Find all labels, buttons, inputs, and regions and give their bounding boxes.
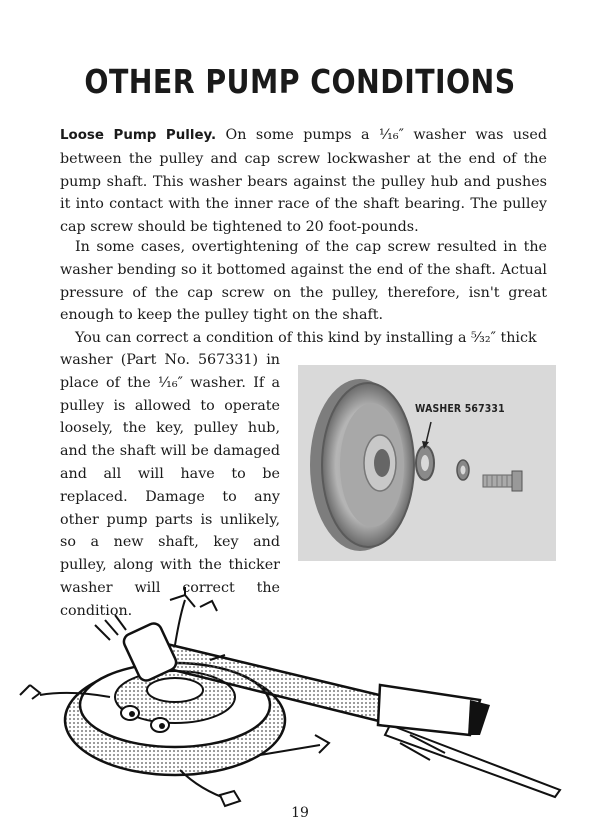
- page-number: 19: [291, 805, 309, 821]
- leader-line: [426, 422, 431, 443]
- paragraph-overtightening: In some cases, overtightening of the cap screw resulted in the washer bending so it bottomed against the end of the shaft. Actual pressure of the cap screw on the pulley, therefore, isn't great enough to keep the pulley tight on the shaft.: [60, 239, 547, 324]
- page-title: OTHER PUMP CONDITIONS: [84, 62, 516, 101]
- paragraph-loose-pump-pulley: [60, 124, 547, 239]
- pulley-illustration: [298, 365, 556, 561]
- cartoon-pulley-hammer: [0, 585, 600, 810]
- run-in-heading: Loose Pump Pulley.: [60, 128, 217, 143]
- paragraph-correction-body: washer (Part No. 567331) in place of the ¹⁄₁₆″ washer. If a pulley is allowed to operate loosely, the key, pulley hub, and the shaft will be damaged and all will have to be replaced. Damage to any other pump parts is unlikely, so a new shaft, key and pulley, along with the thicker washer will correct the condition.: [60, 352, 280, 619]
- paragraph-correction-line1: You can correct a condition of this kind by installing a ⁵⁄₃₂″ thick: [75, 330, 537, 346]
- cartoon-illustration: [0, 585, 600, 810]
- paragraph-body: On some pumps a ¹⁄₁₆″ washer was used between the pulley and cap screw lockwasher at the end of the pump shaft. This washer bears against the pulley hub and pushes it into contact with the inner race of the shaft bearing. The pulley cap screw should be tightened to 20 foot-pounds.: [60, 127, 547, 236]
- pulley-washer-photo: [298, 365, 556, 561]
- figure-label: WASHER 567331: [415, 402, 505, 415]
